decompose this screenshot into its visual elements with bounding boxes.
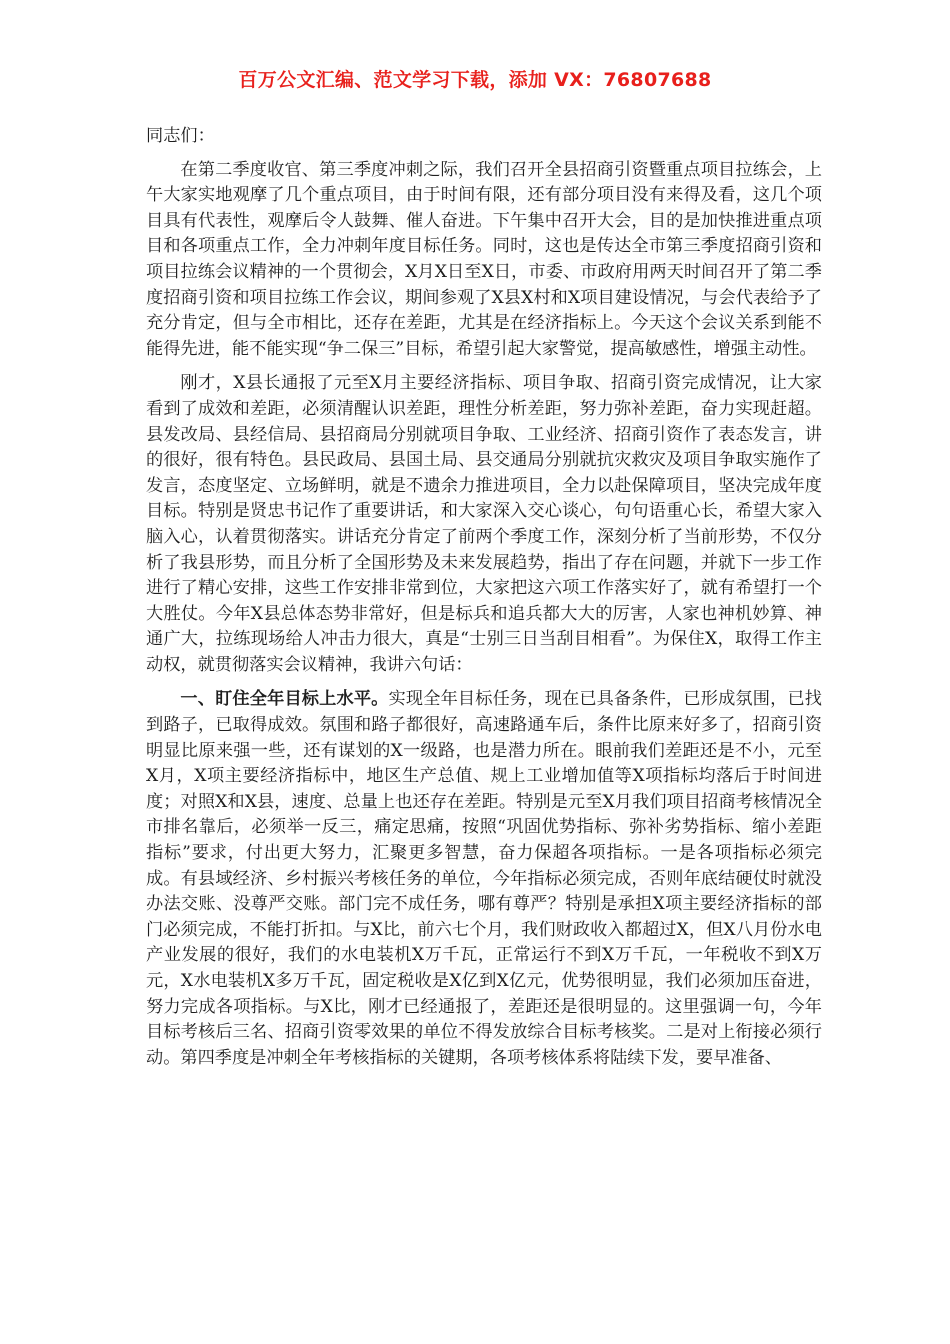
header-banner: 百万公文汇编、范文学习下载，添加 VX：76807688 (238, 69, 712, 91)
paragraph-summary: 刚才，X县长通报了元至X月主要经济指标、项目争取、招商引资完成情况，让大家看到了成效和差距，必须清醒认识差距，理性分析差距，努力弥补差距，奋力实现赶超。县发改局、县经信局、县招商局分别就项目争取、工业经济、招商引资作了表态发言，讲的很好，很有特色。县民政局、县国土局、县交通局分别就抗灾救灾及项目争取实施作了发言，态度坚定、立场鲜明，就是不遗余力推进项目，全力以赴保障项目，坚决完成年度目标。特别是贤忠书记作了重要讲话，和大家深入交心谈心，句句语重心长，希望大家入脑入心，认着贯彻落实。讲话充分肯定了前两个季度工作，深刻分析了当前形势，不仅分析了我县形势，而且分析了全国形势及未来发展趋势，指出了存在问题，并就下一步工作进行了精心安排，这些工作安排非常到位，大家把这六项工作落实好了，就有希望打一个大胜仗。今年X县总体态势非常好，但是标兵和追兵都大大的厉害，人家也神机妙算、神通广大，拉练现场给人冲击力很大，真是“士别三日当刮目相看”。为保住X，取得工作主动权，就贯彻落实会议精神，我讲六句话： (146, 373, 822, 675)
section-body: 实现全年目标任务，现在已具备条件，已形成氛围，已找到路子，已取得成效。氛围和路子都很好，高速路通车后，条件比原来好多了，招商引资明显比原来强一些，还有谋划的X一级路，也是潜力所在。眼前我们差距还是不小，元至X月，X项主要经济指标中，地区生产总值、规上工业增加值等X项指标均落后于时间进度；对照X和X县，速度、总量上也还存在差距。特别是元至X月我们项目招商考核情况全市排名靠后，必须举一反三，痛定思痛，按照“巩固优势指标、弥补劣势指标、缩小差距指标”要求，付出更大努力，汇聚更多智慧，奋力保超各项指标。一是各项指标必须完成。有县域经济、乡村振兴考核任务的单位，今年指标必须完成，否则年底结硬仗时就没办法交账、没尊严交账。部门完不成任务，哪有尊严？特别是承担X项主要经济指标的部门必须完成，不能打折扣。与X比，前六七个月，我们财政收入都超过X，但X八月份水电产业发展的很好，我们的水电装机X万千瓦，正常运行不到X万千瓦，一年税收不到X万元，X水电装机X多万千瓦，固定税收是X亿到X亿元，优势很明显，我们必须加压奋进，努力完成各项指标。与X比，刚才已经通报了，差距还是很明显的。这里强调一句，今年目标考核后三名、招商引资零效果的单位不得发放综合目标考核奖。二是对上衔接必须行动。第四季度是冲刺全年考核指标的关键期，各项考核体系将陆续下发，要早准备、 (146, 689, 822, 1068)
section-heading: 一、盯住全年目标上水平。 (180, 689, 389, 710)
document-body (146, 124, 822, 1080)
section-one (146, 687, 822, 1071)
paragraph-intro: 在第二季度收官、第三季度冲刺之际，我们召开全县招商引资暨重点项目拉练会，上午大家实地观摩了几个重点项目，由于时间有限，还有部分项目没有来得及看，这几个项目具有代表性，观摩后令人鼓舞、催人奋进。下午集中召开大会，目的是加快推进重点项目和各项重点工作，全力冲刺年度目标任务。同时，这也是传达全市第三季度招商引资和项目拉练会议精神的一个贯彻会，X月X日至X日，市委、市政府用两天时间召开了第二季度招商引资和项目拉练工作会议，期间参观了X县X村和X项目建设情况，与会代表给予了充分肯定，但与全市相比，还存在差距，尤其是在经济指标上。今天这个会议关系到能不能得先进，能不能实现“争二保三”目标，希望引起大家警觉，提高敏感性，增强主动性。 (146, 159, 822, 359)
salutation: 同志们： (146, 126, 215, 146)
